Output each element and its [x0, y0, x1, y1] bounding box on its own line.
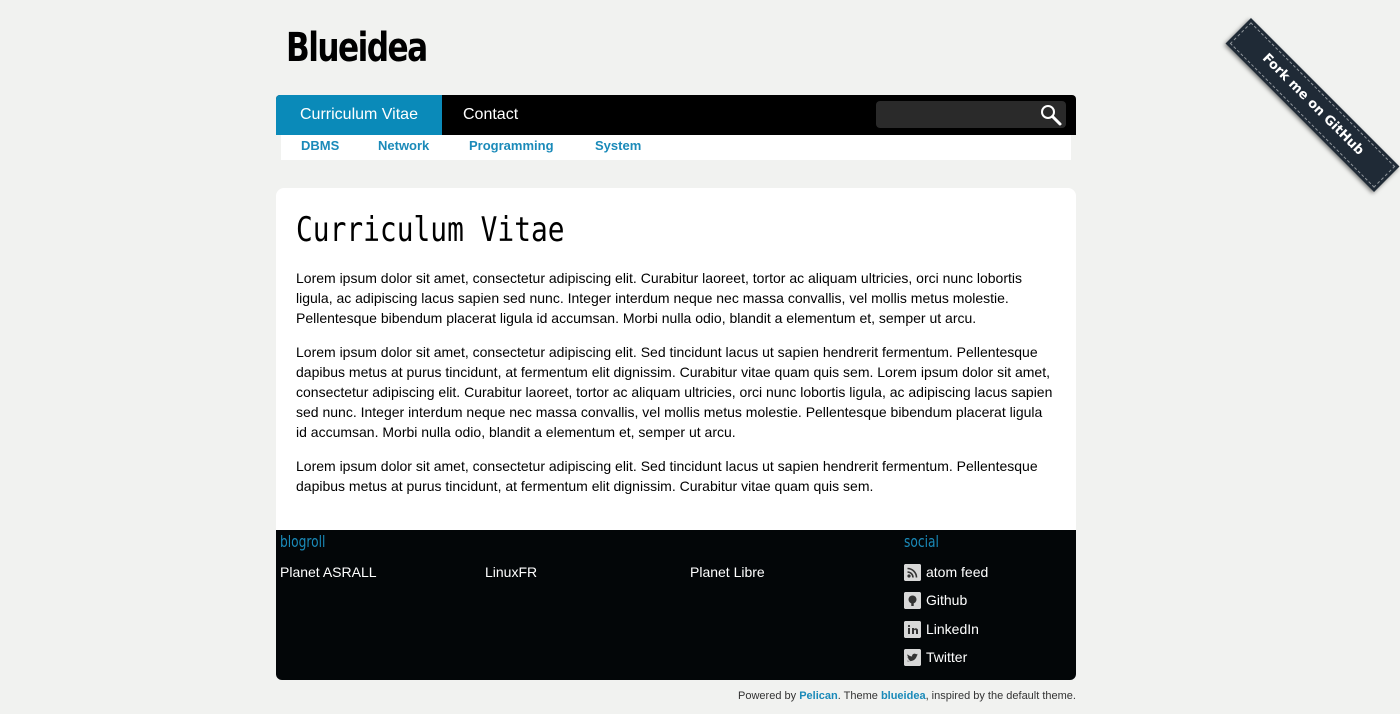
nav-item-curriculum-vitae[interactable]: Curriculum Vitae [276, 95, 442, 135]
content-paragraph: Lorem ipsum dolor sit amet, consectetur adipiscing elit. Curabitur laoreet, tortor ac aliquam ultricies, orci nunc lobortis ligula, ac adipiscing lacus sapien sed nunc. Integer interdum neque nec massa convallis, vel mollis metus molestie. Pellentesque bibendum placerat ligula id accumsan. Morbi nulla odio, blandit a elementum et, semper ut arcu. [296, 270, 1022, 326]
pelican-link[interactable]: Pelican [799, 690, 838, 702]
subnav-item-network[interactable]: Network [378, 138, 430, 153]
blogroll-link-planet-libre[interactable]: Planet Libre [690, 564, 765, 580]
github-icon [904, 592, 921, 609]
social-label: LinkedIn [926, 621, 979, 637]
social-label: atom feed [926, 564, 989, 580]
twitter-icon [904, 649, 921, 666]
content-paragraph: Lorem ipsum dolor sit amet, consectetur adipiscing elit. Sed tincidunt lacus ut sapien hendrerit fermentum. Pellentesque dapibus metus at purus tincidunt, at fermentum elit dignissim. Curabitur vitae quam quis sem. Lorem ipsum dolor sit amet, consectetur adipiscing elit. Curabitur laoreet, tortor ac aliquam ultricies, orci nunc lobortis ligula, ac adipiscing lacus sapien sed nunc. Integer interdum neque nec massa convallis, vel mollis metus molestie. Pellentesque bibendum placerat ligula id accumsan. Morbi nulla odio, blandit a elementum et, semper ut arcu. [296, 344, 1053, 440]
github-ribbon-container [1201, 0, 1367, 159]
content-paragraph: Lorem ipsum dolor sit amet, consectetur adipiscing elit. Sed tincidunt lacus ut sapien hendrerit fermentum. Pellentesque dapibus metus at purus tincidunt, at fermentum elit dignissim. Curabitur vitae quam quis sem. [296, 458, 1038, 494]
linkedin-icon [904, 621, 921, 638]
theme-link[interactable]: blueidea [880, 690, 926, 702]
fork-me-on-github-ribbon[interactable]: Fork me on GitHub [1226, 18, 1400, 192]
footer [276, 530, 1076, 680]
powered-suffix: , inspired by the default theme. [925, 690, 1076, 702]
nav-item-contact[interactable]: Contact [463, 106, 519, 123]
blogroll-heading: blogroll [280, 532, 326, 551]
social-label: Twitter [926, 649, 968, 665]
search-box [876, 101, 1066, 128]
subnav-item-programming[interactable]: Programming [469, 138, 554, 153]
powered-middle: . Theme [837, 690, 881, 702]
powered-prefix: Powered by [738, 690, 800, 702]
powered-by-credit [738, 690, 1076, 702]
blogroll-link-planet-asrall[interactable]: Planet ASRALL [280, 564, 377, 580]
social-heading: social [904, 532, 939, 551]
search-icon[interactable] [1040, 104, 1062, 126]
search-input[interactable] [876, 101, 1042, 128]
main-content [276, 188, 1076, 530]
blogroll-link-linuxfr[interactable]: LinuxFR [485, 564, 538, 580]
subnav-item-system[interactable]: System [595, 138, 642, 153]
subnav-item-dbms[interactable]: DBMS [301, 138, 340, 153]
site-title[interactable]: Blueidea [286, 25, 427, 71]
social-label: Github [926, 592, 968, 608]
category-subnav [281, 135, 1071, 160]
page-title: Curriculum Vitae [296, 210, 565, 250]
main-nav [276, 95, 1076, 135]
rss-icon [904, 564, 921, 581]
